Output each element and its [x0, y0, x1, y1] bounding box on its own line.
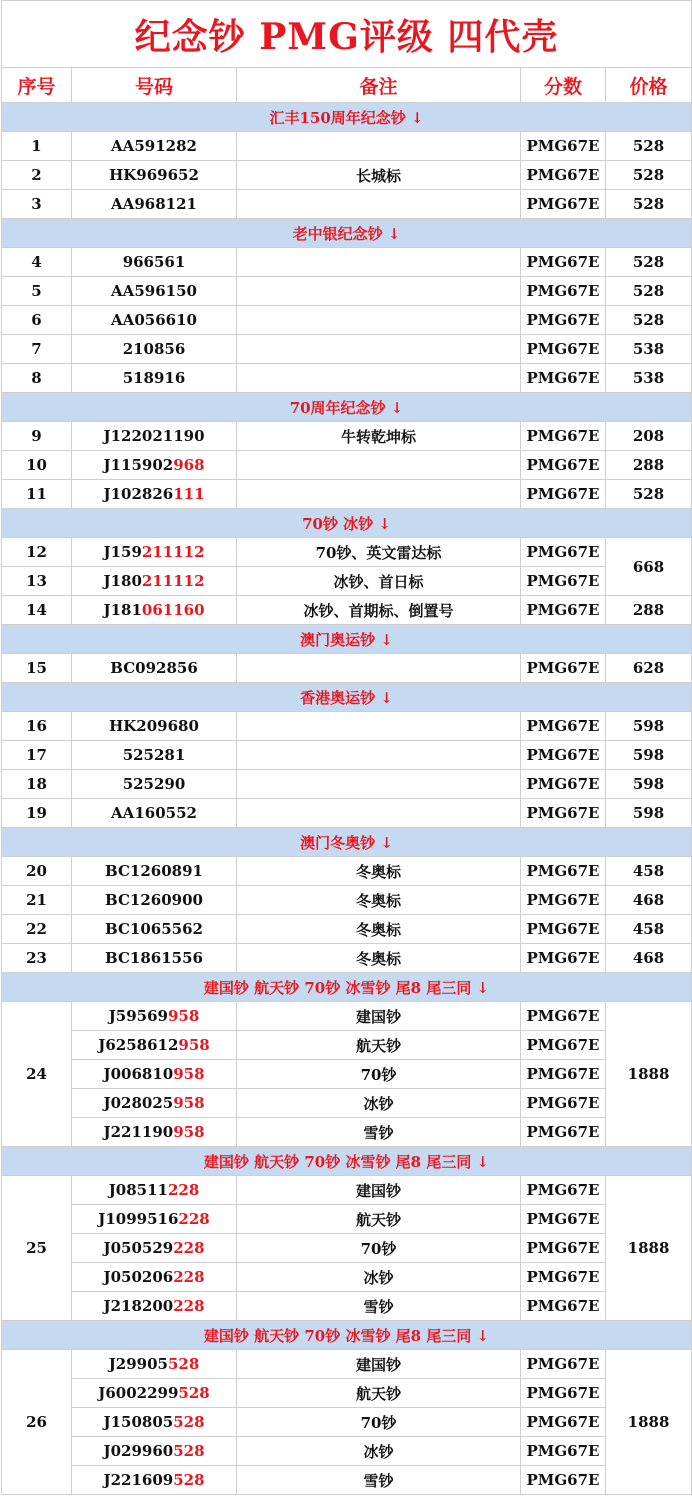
grade-cell: PMG67E [521, 364, 606, 393]
note-cell [237, 277, 521, 306]
serial-number-cell [72, 1002, 237, 1031]
serial-number-cell [72, 190, 237, 219]
serial-number-cell [72, 422, 237, 451]
row-index: 14 [2, 596, 72, 625]
serial-prefix: AA591282 [111, 137, 197, 155]
row-index: 10 [2, 451, 72, 480]
title-row [2, 1, 692, 68]
serial-prefix: HK969652 [109, 166, 199, 184]
table-row [2, 451, 692, 480]
table-row [2, 277, 692, 306]
section-label: 建国钞 航天钞 70钞 冰雪钞 尾8 尾三同 ↓ [2, 1321, 692, 1350]
note-cell: 冰钞、首日标 [237, 567, 521, 596]
grade-cell: PMG67E [521, 1379, 606, 1408]
note-cell [237, 248, 521, 277]
grade-cell: PMG67E [521, 741, 606, 770]
table-row [2, 364, 692, 393]
serial-number-cell [72, 1263, 237, 1292]
price-sheet [1, 0, 691, 1495]
serial-prefix: J08511 [108, 1181, 168, 1199]
serial-number-cell [72, 364, 237, 393]
price-cell: 528 [606, 190, 692, 219]
table-row [2, 654, 692, 683]
note-cell: 雪钞 [237, 1292, 521, 1321]
note-cell: 建国钞 [237, 1176, 521, 1205]
note-cell: 建国钞 [237, 1002, 521, 1031]
row-index: 19 [2, 799, 72, 828]
serial-prefix: J029960 [103, 1442, 174, 1460]
row-index: 22 [2, 915, 72, 944]
serial-highlight: 228 [178, 1210, 210, 1228]
table-row [2, 1176, 692, 1205]
serial-prefix: J1099516 [98, 1210, 179, 1228]
serial-prefix: HK209680 [109, 717, 199, 735]
row-index: 17 [2, 741, 72, 770]
grade-cell: PMG67E [521, 190, 606, 219]
table-row [2, 886, 692, 915]
serial-number-cell [72, 915, 237, 944]
serial-prefix: J221609 [103, 1471, 174, 1489]
serial-highlight: 528 [173, 1442, 205, 1460]
serial-prefix: J29905 [108, 1355, 168, 1373]
row-index: 2 [2, 161, 72, 190]
table-row [2, 306, 692, 335]
serial-number-cell [72, 741, 237, 770]
section-label: 澳门奥运钞 ↓ [2, 625, 692, 654]
table-row [2, 741, 692, 770]
serial-number-cell [72, 538, 237, 567]
serial-prefix: AA596150 [111, 282, 197, 300]
note-cell: 冰钞、首期标、倒置号 [237, 596, 521, 625]
price-cell: 528 [606, 277, 692, 306]
serial-number-cell [72, 1205, 237, 1234]
table-row [2, 915, 692, 944]
serial-prefix: AA056610 [111, 311, 197, 329]
note-cell: 冬奥标 [237, 915, 521, 944]
note-cell [237, 364, 521, 393]
serial-highlight: 528 [173, 1413, 205, 1431]
section-header-row [2, 103, 692, 132]
serial-highlight: 958 [167, 1007, 200, 1025]
note-cell: 冰钞 [237, 1263, 521, 1292]
table-row [2, 712, 692, 741]
price-cell: 288 [606, 451, 692, 480]
note-cell [237, 335, 521, 364]
note-cell: 70钞 [237, 1408, 521, 1437]
grade-cell: PMG67E [521, 1031, 606, 1060]
section-label: 70钞 冰钞 ↓ [2, 509, 692, 538]
price-cell: 288 [606, 596, 692, 625]
price-cell: 1888 [606, 1002, 692, 1147]
note-cell: 建国钞 [237, 1350, 521, 1379]
table-row [2, 1060, 692, 1089]
grade-cell: PMG67E [521, 1234, 606, 1263]
table-row [2, 770, 692, 799]
serial-prefix: 525290 [122, 775, 186, 793]
price-cell: 528 [606, 480, 692, 509]
serial-prefix: 525281 [122, 746, 186, 764]
row-index: 8 [2, 364, 72, 393]
note-cell [237, 712, 521, 741]
serial-prefix: AA968121 [111, 195, 197, 213]
table-row [2, 1292, 692, 1321]
serial-number-cell [72, 480, 237, 509]
table-row [2, 1234, 692, 1263]
note-cell [237, 770, 521, 799]
price-cell: 468 [606, 944, 692, 973]
serial-number-cell [72, 1437, 237, 1466]
section-label: 70周年纪念钞 ↓ [2, 393, 692, 422]
serial-prefix: J159 [103, 543, 142, 561]
row-index: 18 [2, 770, 72, 799]
table-row [2, 335, 692, 364]
grade-cell: PMG67E [521, 712, 606, 741]
row-index: 24 [2, 1002, 72, 1147]
table-row [2, 1263, 692, 1292]
section-label: 香港奥运钞 ↓ [2, 683, 692, 712]
serial-number-cell [72, 1466, 237, 1495]
row-index: 6 [2, 306, 72, 335]
table-row [2, 1350, 692, 1379]
table-row [2, 480, 692, 509]
serial-number-cell [72, 1379, 237, 1408]
section-header-row [2, 1147, 692, 1176]
row-index: 23 [2, 944, 72, 973]
table-row [2, 944, 692, 973]
price-cell: 208 [606, 422, 692, 451]
serial-number-cell [72, 1176, 237, 1205]
note-cell: 雪钞 [237, 1118, 521, 1147]
serial-highlight: 211112 [141, 543, 205, 561]
table-row [2, 857, 692, 886]
grade-cell: PMG67E [521, 654, 606, 683]
serial-prefix: BC092856 [110, 659, 198, 677]
note-cell: 冬奥标 [237, 944, 521, 973]
section-label: 建国钞 航天钞 70钞 冰雪钞 尾8 尾三同 ↓ [2, 973, 692, 1002]
serial-prefix: J102826 [103, 485, 174, 503]
table-row [2, 538, 692, 567]
row-index: 21 [2, 886, 72, 915]
header-index: 序号 [2, 68, 72, 103]
note-cell: 冰钞 [237, 1089, 521, 1118]
price-cell: 598 [606, 770, 692, 799]
section-header-row [2, 509, 692, 538]
grade-cell: PMG67E [521, 132, 606, 161]
grade-cell: PMG67E [521, 422, 606, 451]
serial-number-cell [72, 306, 237, 335]
serial-prefix: J050529 [103, 1239, 174, 1257]
grade-cell: PMG67E [521, 770, 606, 799]
row-index: 16 [2, 712, 72, 741]
serial-prefix: 210856 [122, 340, 186, 358]
section-header-row [2, 828, 692, 857]
section-header-row [2, 625, 692, 654]
row-index: 25 [2, 1176, 72, 1321]
grade-cell: PMG67E [521, 161, 606, 190]
table-row [2, 1002, 692, 1031]
serial-number-cell [72, 1292, 237, 1321]
table-row [2, 1408, 692, 1437]
serial-highlight: 968 [173, 456, 205, 474]
serial-highlight: 958 [173, 1094, 205, 1112]
note-cell [237, 132, 521, 161]
sheet-title: 纪念钞 PMG评级 四代壳 [2, 1, 692, 68]
grade-cell: PMG67E [521, 1118, 606, 1147]
section-header-row [2, 1321, 692, 1350]
price-cell: 598 [606, 741, 692, 770]
serial-number-cell [72, 1350, 237, 1379]
grade-cell: PMG67E [521, 915, 606, 944]
serial-highlight: 528 [173, 1471, 205, 1489]
note-cell [237, 451, 521, 480]
serial-number-cell [72, 132, 237, 161]
serial-prefix: J6258612 [98, 1036, 179, 1054]
table-row [2, 1205, 692, 1234]
serial-number-cell [72, 1031, 237, 1060]
serial-prefix: AA160552 [111, 804, 197, 822]
serial-number-cell [72, 248, 237, 277]
row-index: 7 [2, 335, 72, 364]
grade-cell: PMG67E [521, 857, 606, 886]
serial-number-cell [72, 1060, 237, 1089]
serial-number-cell [72, 944, 237, 973]
grade-cell: PMG67E [521, 1350, 606, 1379]
note-cell: 牛转乾坤标 [237, 422, 521, 451]
serial-number-cell [72, 1234, 237, 1263]
serial-highlight: 228 [173, 1297, 205, 1315]
serial-prefix: J218200 [103, 1297, 174, 1315]
price-cell: 598 [606, 799, 692, 828]
serial-highlight: 111 [173, 485, 205, 503]
serial-highlight: 228 [167, 1181, 200, 1199]
serial-prefix: BC1861556 [105, 949, 203, 967]
grade-cell: PMG67E [521, 1205, 606, 1234]
table-row [2, 1466, 692, 1495]
grade-cell: PMG67E [521, 1263, 606, 1292]
serial-number-cell [72, 596, 237, 625]
serial-number-cell [72, 857, 237, 886]
section-label: 汇丰150周年纪念钞 ↓ [2, 103, 692, 132]
serial-prefix: 966561 [122, 253, 186, 271]
serial-number-cell [72, 451, 237, 480]
serial-highlight: 528 [167, 1355, 200, 1373]
serial-number-cell [72, 277, 237, 306]
grade-cell: PMG67E [521, 1002, 606, 1031]
price-cell: 628 [606, 654, 692, 683]
serial-prefix: J050206 [103, 1268, 174, 1286]
serial-highlight: 228 [173, 1268, 205, 1286]
table-row [2, 1089, 692, 1118]
grade-cell: PMG67E [521, 1089, 606, 1118]
grade-cell: PMG67E [521, 335, 606, 364]
note-cell: 冬奥标 [237, 886, 521, 915]
note-cell [237, 741, 521, 770]
price-cell: 528 [606, 248, 692, 277]
grade-cell: PMG67E [521, 1176, 606, 1205]
row-index: 26 [2, 1350, 72, 1495]
serial-highlight: 061160 [141, 601, 205, 619]
grade-cell: PMG67E [521, 277, 606, 306]
grade-cell: PMG67E [521, 1437, 606, 1466]
serial-prefix: J006810 [103, 1065, 174, 1083]
table-row [2, 799, 692, 828]
price-table [1, 0, 692, 1495]
price-cell: 598 [606, 712, 692, 741]
note-cell: 航天钞 [237, 1205, 521, 1234]
serial-prefix: J122021190 [103, 427, 205, 445]
table-row [2, 190, 692, 219]
grade-cell: PMG67E [521, 1060, 606, 1089]
price-cell: 1888 [606, 1350, 692, 1495]
grade-cell: PMG67E [521, 538, 606, 567]
price-cell: 538 [606, 364, 692, 393]
section-label: 老中银纪念钞 ↓ [2, 219, 692, 248]
serial-highlight: 958 [178, 1036, 210, 1054]
table-row [2, 1031, 692, 1060]
serial-prefix: J115902 [103, 456, 174, 474]
serial-number-cell [72, 335, 237, 364]
note-cell: 冬奥标 [237, 857, 521, 886]
table-row [2, 596, 692, 625]
table-row [2, 422, 692, 451]
note-cell: 70钞 [237, 1234, 521, 1263]
grade-cell: PMG67E [521, 596, 606, 625]
serial-prefix: J150805 [103, 1413, 174, 1431]
serial-prefix: J221190 [103, 1123, 174, 1141]
table-row [2, 248, 692, 277]
table-row [2, 1118, 692, 1147]
section-label: 澳门冬奥钞 ↓ [2, 828, 692, 857]
grade-cell: PMG67E [521, 1408, 606, 1437]
grade-cell: PMG67E [521, 248, 606, 277]
table-row [2, 161, 692, 190]
note-cell [237, 799, 521, 828]
row-index: 9 [2, 422, 72, 451]
row-index: 11 [2, 480, 72, 509]
row-index: 1 [2, 132, 72, 161]
grade-cell: PMG67E [521, 306, 606, 335]
serial-number-cell [72, 654, 237, 683]
grade-cell: PMG67E [521, 799, 606, 828]
serial-number-cell [72, 770, 237, 799]
row-index: 4 [2, 248, 72, 277]
table-row [2, 132, 692, 161]
serial-number-cell [72, 1118, 237, 1147]
row-index: 5 [2, 277, 72, 306]
serial-prefix: J180 [103, 572, 142, 590]
table-row [2, 1437, 692, 1466]
grade-cell: PMG67E [521, 944, 606, 973]
serial-number-cell [72, 1089, 237, 1118]
section-header-row [2, 393, 692, 422]
price-cell: 458 [606, 857, 692, 886]
serial-prefix: J181 [103, 601, 142, 619]
serial-number-cell [72, 712, 237, 741]
serial-number-cell [72, 799, 237, 828]
price-cell: 528 [606, 306, 692, 335]
header-serial: 号码 [72, 68, 237, 103]
serial-number-cell [72, 886, 237, 915]
serial-prefix: J6002299 [98, 1384, 179, 1402]
price-cell: 538 [606, 335, 692, 364]
price-cell: 668 [606, 538, 692, 596]
row-index: 20 [2, 857, 72, 886]
note-cell [237, 480, 521, 509]
serial-prefix: J028025 [103, 1094, 174, 1112]
row-index: 3 [2, 190, 72, 219]
note-cell: 长城标 [237, 161, 521, 190]
header-note: 备注 [237, 68, 521, 103]
serial-prefix: J59569 [108, 1007, 168, 1025]
grade-cell: PMG67E [521, 480, 606, 509]
section-header-row [2, 973, 692, 1002]
note-cell: 航天钞 [237, 1379, 521, 1408]
header-grade: 分数 [521, 68, 606, 103]
serial-number-cell [72, 1408, 237, 1437]
grade-cell: PMG67E [521, 1292, 606, 1321]
note-cell: 70钞 [237, 1060, 521, 1089]
header-row [2, 68, 692, 103]
serial-prefix: BC1260900 [105, 891, 203, 909]
section-header-row [2, 219, 692, 248]
price-cell: 458 [606, 915, 692, 944]
price-cell: 1888 [606, 1176, 692, 1321]
serial-prefix: BC1065562 [105, 920, 203, 938]
serial-highlight: 211112 [141, 572, 205, 590]
row-index: 13 [2, 567, 72, 596]
serial-prefix: 518916 [122, 369, 186, 387]
grade-cell: PMG67E [521, 567, 606, 596]
note-cell [237, 654, 521, 683]
serial-number-cell [72, 567, 237, 596]
section-header-row [2, 683, 692, 712]
header-price: 价格 [606, 68, 692, 103]
serial-highlight: 228 [173, 1239, 205, 1257]
serial-highlight: 958 [173, 1065, 205, 1083]
note-cell: 航天钞 [237, 1031, 521, 1060]
table-row [2, 567, 692, 596]
serial-prefix: BC1260891 [105, 862, 203, 880]
note-cell [237, 190, 521, 219]
table-body [2, 1, 692, 1495]
row-index: 12 [2, 538, 72, 567]
table-row [2, 1379, 692, 1408]
serial-number-cell [72, 161, 237, 190]
grade-cell: PMG67E [521, 886, 606, 915]
serial-highlight: 958 [173, 1123, 205, 1141]
note-cell: 70钞、英文雷达标 [237, 538, 521, 567]
section-label: 建国钞 航天钞 70钞 冰雪钞 尾8 尾三同 ↓ [2, 1147, 692, 1176]
note-cell [237, 306, 521, 335]
serial-highlight: 528 [178, 1384, 210, 1402]
price-cell: 528 [606, 132, 692, 161]
price-cell: 528 [606, 161, 692, 190]
grade-cell: PMG67E [521, 1466, 606, 1495]
row-index: 15 [2, 654, 72, 683]
note-cell: 雪钞 [237, 1466, 521, 1495]
grade-cell: PMG67E [521, 451, 606, 480]
price-cell: 468 [606, 886, 692, 915]
note-cell: 冰钞 [237, 1437, 521, 1466]
